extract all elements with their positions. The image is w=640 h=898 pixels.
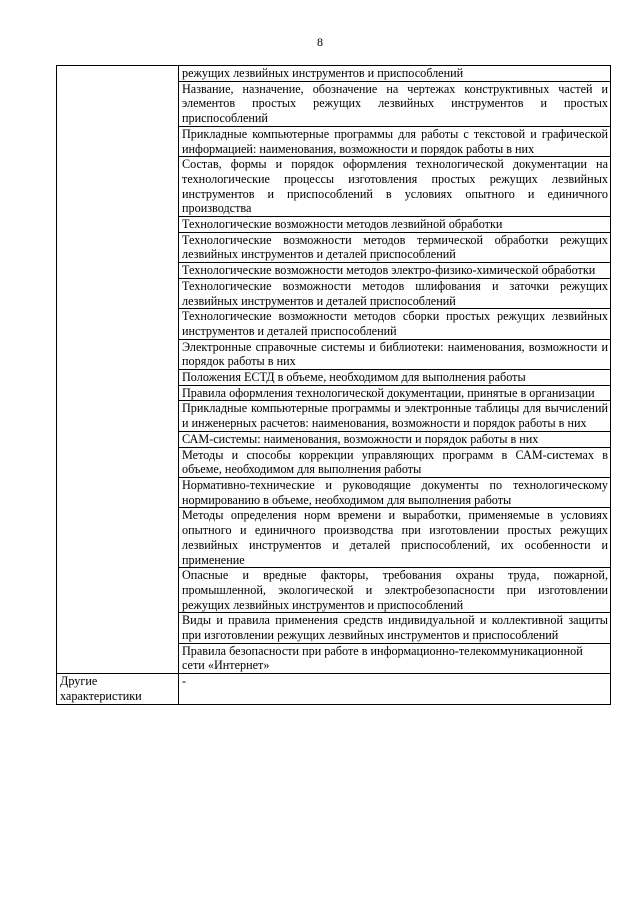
- content-cell: Правила безопасности при работе в информационно-телекоммуникационной сети «Интернет»: [179, 643, 611, 673]
- label-cell-empty: [57, 613, 179, 643]
- label-cell-empty: [57, 370, 179, 386]
- label-cell-empty: [57, 278, 179, 308]
- content-cell: Правила оформления технологической документации, принятые в организации: [179, 385, 611, 401]
- table-row: [57, 385, 611, 401]
- content-cell: Технологические возможности методов сборки простых режущих лезвийных инструментов и деталей приспособлений: [179, 309, 611, 339]
- label-cell-empty: [57, 66, 179, 82]
- label-cell-empty: [57, 232, 179, 262]
- table-row: [57, 447, 611, 477]
- content-cell: Нормативно-технические и руководящие документы по технологическому нормированию в объеме, необходимом для выполнения работы: [179, 477, 611, 507]
- table-row: [57, 232, 611, 262]
- table-row: [57, 370, 611, 386]
- content-cell: Технологические возможности методов электро-физико-химической обработки: [179, 263, 611, 279]
- content-cell: Технологические возможности методов лезвийной обработки: [179, 217, 611, 233]
- page-number: 8: [317, 35, 323, 49]
- label-cell-empty: [57, 447, 179, 477]
- table-row: [57, 263, 611, 279]
- content-cell: Прикладные компьютерные программы и электронные таблицы для вычислений и инженерных расчетов: наименования, возможности и порядок работы в них: [179, 401, 611, 431]
- content-cell: Опасные и вредные факторы, требования охраны труда, пожарной, промышленной, экологической и электробезопасности при изготовлении режущих лезвийных инструментов и приспособлений: [179, 568, 611, 613]
- table-row: [57, 157, 611, 217]
- label-cell-empty: [57, 157, 179, 217]
- table-row: [57, 643, 611, 673]
- content-cell: Методы и способы коррекции управляющих программ в САМ-системах в объеме, необходимом для выполнения работы: [179, 447, 611, 477]
- other-characteristics-value: -: [179, 674, 611, 704]
- table-row: [57, 477, 611, 507]
- table-row: [57, 508, 611, 568]
- content-cell: САМ-системы: наименования, возможности и порядок работы в них: [179, 431, 611, 447]
- label-cell-empty: [57, 339, 179, 369]
- label-cell-empty: [57, 263, 179, 279]
- other-characteristics-row: [57, 674, 611, 704]
- label-cell-empty: [57, 643, 179, 673]
- label-cell-empty: [57, 385, 179, 401]
- table-row: [57, 431, 611, 447]
- content-cell: Технологические возможности методов шлифования и заточки режущих лезвийных инструментов и деталей приспособлений: [179, 278, 611, 308]
- label-cell-empty: [57, 477, 179, 507]
- content-cell: Электронные справочные системы и библиотеки: наименования, возможности и порядок работы в них: [179, 339, 611, 369]
- table-row: [57, 613, 611, 643]
- label-cell-empty: [57, 401, 179, 431]
- content-cell: Прикладные компьютерные программы для работы с текстовой и графической информацией: наименования, возможности и порядок работы в них: [179, 126, 611, 156]
- label-cell-empty: [57, 217, 179, 233]
- table-row: [57, 401, 611, 431]
- table-row: [57, 217, 611, 233]
- other-characteristics-label: Другие характеристики: [57, 674, 179, 704]
- table-row: [57, 339, 611, 369]
- content-cell: Методы определения норм времени и выработки, применяемые в условиях опытного и единичного производства при изготовлении простых режущих лезвийных инструментов и деталей приспособлений, их особенности и применение: [179, 508, 611, 568]
- content-cell: Название, назначение, обозначение на чертежах конструктивных частей и элементов простых режущих лезвийных инструментов и простых приспособлений: [179, 81, 611, 126]
- knowledge-table: [56, 65, 611, 705]
- label-cell-empty: [57, 508, 179, 568]
- content-cell: Состав, формы и порядок оформления технологической документации на технологические процессы изготовления простых режущих лезвийных инструментов и приспособлений в условиях опытного и единичного производства: [179, 157, 611, 217]
- content-cell: Положения ЕСТД в объеме, необходимом для выполнения работы: [179, 370, 611, 386]
- label-cell-empty: [57, 431, 179, 447]
- label-cell-empty: [57, 81, 179, 126]
- table-row: [57, 278, 611, 308]
- content-cell: Технологические возможности методов термической обработки режущих лезвийных инструментов и деталей приспособлений: [179, 232, 611, 262]
- table-row: [57, 66, 611, 82]
- content-cell: режущих лезвийных инструментов и приспособлений: [179, 66, 611, 82]
- label-cell-empty: [57, 568, 179, 613]
- table-row: [57, 81, 611, 126]
- content-cell: Виды и правила применения средств индивидуальной и коллективной защиты при изготовлении режущих лезвийных инструментов и приспособлений: [179, 613, 611, 643]
- label-cell-empty: [57, 309, 179, 339]
- table-row: [57, 568, 611, 613]
- table-row: [57, 309, 611, 339]
- label-cell-empty: [57, 126, 179, 156]
- table-row: [57, 126, 611, 156]
